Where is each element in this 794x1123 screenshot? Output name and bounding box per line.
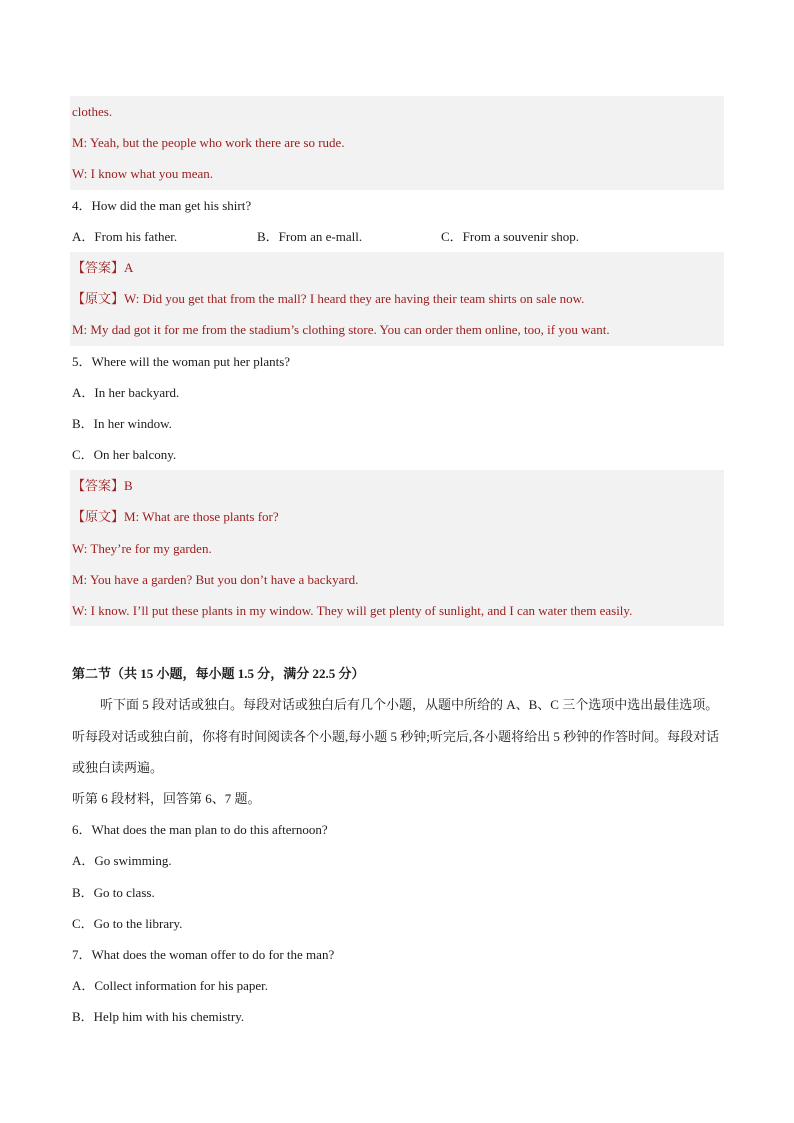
question-7: 7．What does the woman offer to do for the man? bbox=[72, 946, 335, 962]
question-5: 5．Where will the woman put her plants? bbox=[72, 353, 291, 369]
option-c: C．On her balcony. bbox=[72, 447, 177, 463]
answer-value: A bbox=[124, 259, 134, 275]
material-heading: 听第 6 段材料，回答第 6、7 题。 bbox=[72, 790, 261, 806]
transcript-text: W: Did you get that from the mall? I heard they are having their team shirts on sale now. bbox=[124, 291, 585, 307]
option-c: C．From a souvenir shop. bbox=[441, 228, 579, 244]
answer-line bbox=[70, 252, 724, 283]
spacer bbox=[70, 626, 724, 658]
answer-tag: 【答案】 bbox=[72, 478, 125, 494]
question-4: 4．How did the man get his shirt? bbox=[72, 197, 252, 213]
transcript-tag: 【原文】 bbox=[72, 291, 125, 307]
answer-value: B bbox=[124, 478, 133, 494]
transcript-line: M: Yeah, but the people who work there are so rude. bbox=[70, 127, 724, 158]
answer-line bbox=[70, 470, 724, 501]
option-b: B．Help him with his chemistry. bbox=[72, 1009, 245, 1025]
transcript-tag: 【原文】 bbox=[72, 509, 125, 525]
transcript-line bbox=[70, 501, 724, 532]
transcript-line bbox=[70, 283, 724, 314]
transcript-text: M: What are those plants for? bbox=[124, 509, 279, 525]
option-a: A．Collect information for his paper. bbox=[72, 978, 269, 994]
option-b: B．In her window. bbox=[72, 415, 172, 431]
option-a: A．Go swimming. bbox=[72, 853, 172, 869]
option-a: A．In her backyard. bbox=[72, 384, 180, 400]
option-c: C．Go to the library. bbox=[72, 915, 183, 931]
transcript-line: M: You have a garden? But you don’t have a backyard. bbox=[70, 564, 724, 595]
question-4-options bbox=[70, 221, 724, 252]
transcript-line: W: I know. I’ll put these plants in my window. They will get plenty of sunlight, and I can water them easily. bbox=[70, 595, 724, 626]
answer-tag: 【答案】 bbox=[72, 259, 125, 275]
option-a: A．From his father. bbox=[72, 228, 178, 244]
section-instructions: 听下面 5 段对话或独白。每段对话或独白后有几个小题，从题中所给的 A、B、C 三个选项中选出最佳选项。听每段对话或独白前，你将有时间阅读各个小题,每小题 5 秒钟;听完后,各小题将给出 5 秒钟的作答时间。每段对话或独白读两遍。 bbox=[72, 697, 720, 775]
transcript-line: W: They’re for my garden. bbox=[70, 533, 724, 564]
document-page bbox=[70, 96, 724, 1032]
question-6: 6．What does the man plan to do this afternoon? bbox=[72, 822, 328, 838]
option-b: B．From an e-mall. bbox=[257, 228, 363, 244]
section-title: 第二节（共 15 小题，每小题 1.5 分，满分 22.5 分） bbox=[72, 666, 365, 682]
option-b: B．Go to class. bbox=[72, 884, 155, 900]
transcript-line: M: My dad got it for me from the stadium’s clothing store. You can order them online, too, if you want. bbox=[70, 314, 724, 345]
transcript-line: clothes. bbox=[70, 96, 724, 127]
transcript-line: W: I know what you mean. bbox=[70, 158, 724, 189]
